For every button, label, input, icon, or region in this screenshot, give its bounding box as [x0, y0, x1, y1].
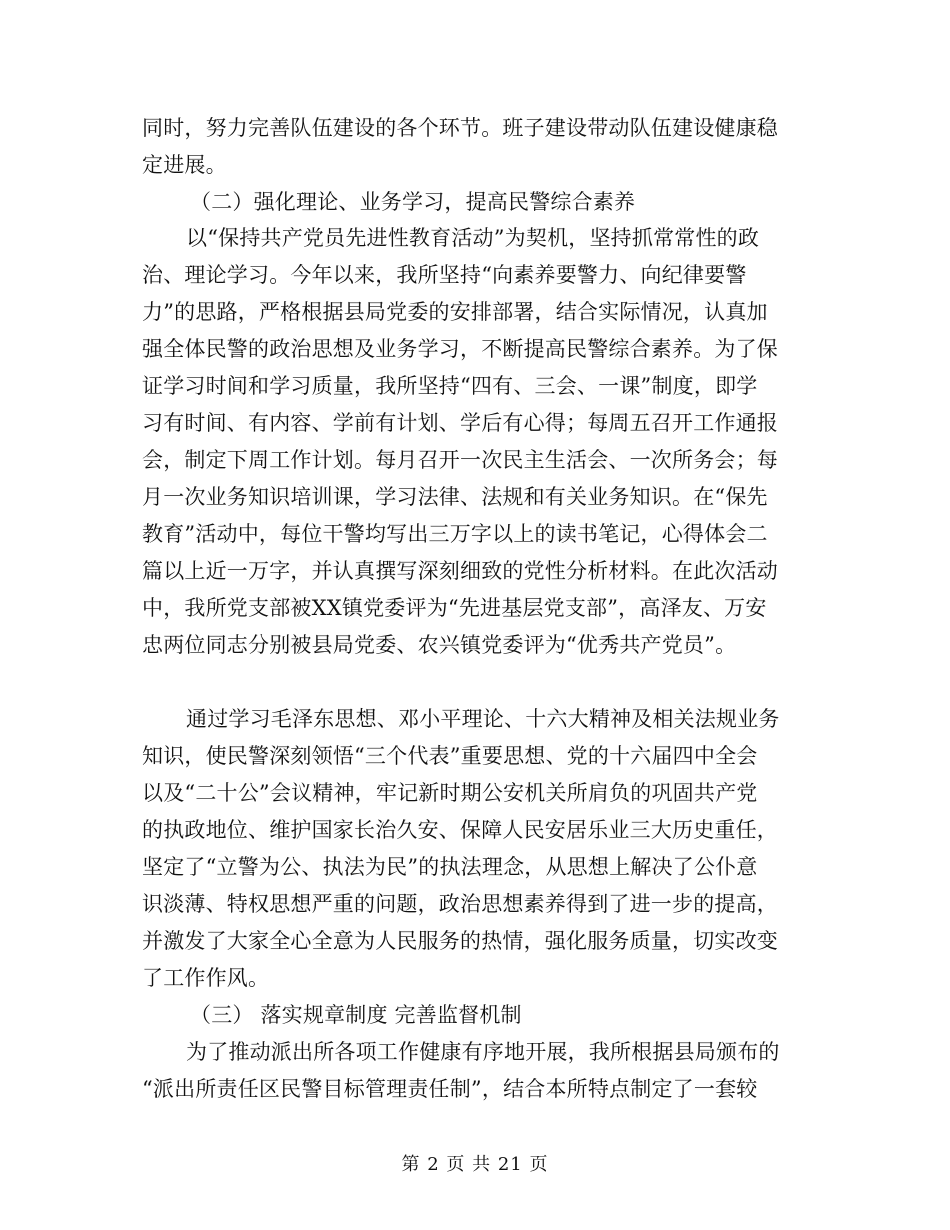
body-text-line: 知识，使民警深刻领悟“三个代表”重要思想、党的十六届四中全会	[142, 744, 758, 768]
body-text-line: 并激发了大家全心全意为人民服务的热情，强化服务质量，切实改变	[142, 929, 778, 953]
body-text-line: 证学习时间和学习质量，我所坚持“四有、三会、一课”制度，即学	[142, 374, 758, 398]
body-text-line: 定进展。	[142, 153, 227, 177]
body-text-line: 教育”活动中，每位干警均写出三万字以上的读书笔记，心得体会二	[142, 522, 768, 546]
body-text-line: 月一次业务知识培训课，学习法律、法规和有关业务知识。在“保先	[142, 485, 768, 509]
body-text-line: 中，我所党支部被XX镇党委评为“先进基层党支部”，高泽友、万安	[142, 596, 767, 620]
section-heading-3: （三） 落实规章制度 完善监督机制	[190, 1003, 522, 1027]
body-text-line: 治、理论学习。今年以来，我所坚持“向素养要警力、向纪律要警	[142, 263, 747, 287]
body-text-line: 同时，努力完善队伍建设的各个环节。班子建设带动队伍建设健康稳	[142, 116, 778, 140]
body-text-line: 篇以上近一万字，并认真撰写深刻细致的党性分析材料。在此次活动	[142, 559, 778, 583]
body-text-line: 以及“二十公”会议精神，牢记新时期公安机关所肩负的巩固共产党	[142, 781, 758, 805]
body-text-line: 了工作作风。	[142, 966, 270, 990]
body-text-line: 力”的思路，严格根据县局党委的安排部署，结合实际情况，认真加	[142, 300, 768, 324]
body-text-line: 识淡薄、特权思想严重的问题，政治思想素养得到了进一步的提高，	[142, 892, 778, 916]
section-heading-2: （二）强化理论、业务学习，提高民警综合素养	[190, 190, 636, 214]
body-text-line: 的执政地位、维护国家长治久安、保障人民安居乐业三大历史重任，	[142, 818, 778, 842]
body-text-line: “派出所责任区民警目标管理责任制”，结合本所特点制定了一套较	[142, 1077, 758, 1101]
body-text-line: 会，制定下周工作计划。每月召开一次民主生活会、一次所务会；每	[142, 448, 778, 472]
body-text-line: 忠两位同志分别被县局党委、农兴镇党委评为“优秀共产党员”。	[142, 633, 737, 657]
body-text-line: 坚定了“立警为公、执法为民”的执法理念，从思想上解决了公仆意	[142, 855, 758, 879]
body-text-line: 强全体民警的政治思想及业务学习，不断提高民警综合素养。为了保	[142, 337, 778, 361]
paragraph-start-line: 为了推动派出所各项工作健康有序地开展，我所根据县局颁布的	[186, 1040, 780, 1064]
page-number-footer: 第 2 页 共 21 页	[401, 1154, 549, 1175]
paragraph-start-line: 通过学习毛泽东思想、邓小平理论、十六大精神及相关法规业务	[186, 707, 780, 731]
paragraph-start-line: 以“保持共产党员先进性教育活动”为契机，坚持抓常常性的政	[186, 226, 760, 250]
body-text-line: 习有时间、有内容、学前有计划、学后有心得；每周五召开工作通报	[142, 411, 778, 435]
